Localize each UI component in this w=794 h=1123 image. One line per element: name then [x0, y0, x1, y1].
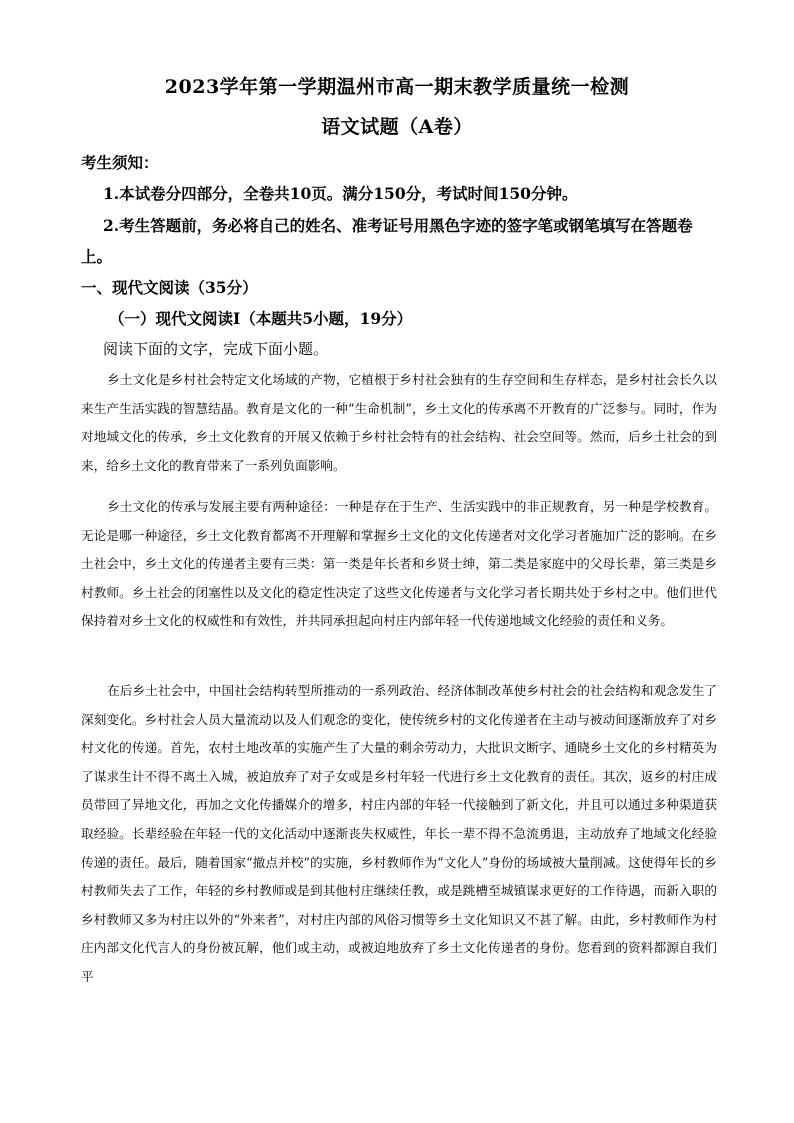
notice-heading: 考生须知：	[81, 153, 159, 172]
passage-paragraph-3: 在后乡土社会中，中国社会结构转型所推动的一系列政治、经济体制改革使乡村社会的社会结构和观念发生了深刻变化。乡村社会人员大量流动以及人们观念的变化，使传统乡村的文化传递者在主动与被动间逐渐放弃了对乡村文化的传递。首先，农村土地改革的实施产生了大量的剩余劳动力，大批识文断字、通晓乡土文化的乡村精英为了谋求生计不得不离土入城，被迫放弃了对子女或是乡村年轻一代进行乡土文化教育的责任。其次，返乡的村庄成员带回了异地文化，再加之文化传播媒介的增多，村庄内部的年轻一代接触到了新文化，并且可以通过多种渠道获取经验。长辈经验在年轻一代的文化活动中逐渐丧失权威性，年长一辈不得不急流勇退，主动放弃了地域文化经验传递的责任。最后，随着国家“撤点并校”的实施，乡村教师作为“文化人”身份的场域被大量削减。这使得年长的乡村教师失去了工作，年轻的乡村教师或是到其他村庄继续任教，或是跳槽至城镇谋求更好的工作待遇，而新入职的乡村教师又多为村庄以外的“外来者”，对村庄内部的风俗习惯等乡土文化知识又不甚了解。由此，乡村教师作为村庄内部文化代言人的身份被瓦解，他们或主动，或被迫地放弃了乡土文化传递者的身份。您看到的资料都源自我们平	[81, 683, 718, 984]
reading-instruction: 阅读下面的文字，完成下面小题。	[103, 340, 329, 358]
exam-subtitle: 语文试题（A卷）	[321, 116, 473, 138]
watermark-text: 您看到的资料都源自我们平	[81, 940, 718, 984]
notice-item-2-line-2: 上。	[81, 247, 113, 266]
exam-title: 2023学年第一学期温州市高一期末教学质量统一检测	[164, 76, 630, 98]
passage-paragraph-2: 乡土文化的传承与发展主要有两种途径：一种是存在于生产、生活实践中的非正规教育，另一种是学校教育。无论是哪一种途径，乡土文化教育都离不开理解和掌握乡土文化的文化传递者对文化学习者施加广泛的影响。在乡土社会中，乡土文化的传递者主要有三类：第一类是年长者和乡贤士绅，第二类是家庭中的父母长辈，第三类是乡村教师。乡土社会的闭塞性以及文化的稳定性决定了这些文化传递者与文化学习者长期共处于乡村之中。他们世代保持着对乡土文化的权威性和有效性，并共同承担起向村庄内部年轻一代传递地域文化经验的责任和义务。	[81, 499, 717, 629]
passage-paragraph-1: 乡土文化是乡村社会特定文化场域的产物，它植根于乡村社会独有的生存空间和生存样态，是乡村社会长久以来生产生活实践的智慧结晶。教育是文化的一种“生命机制”，乡土文化的传承离不开教育的广泛参与。同时，作为对地域文化的传承，乡土文化教育的开展又依赖于乡村社会特有的社会结构、社会空间等。然而，后乡土社会的到来，给乡土文化的教育带来了一系列负面影响。	[81, 372, 717, 473]
notice-item-2-line-1: 2.考生答题前，务必将自己的姓名、准考证号用黑色字迹的签字笔或钢笔填写在答题卷	[103, 216, 693, 235]
section-subheading: （一）现代文阅读Ⅰ（本题共5小题，19分）	[109, 309, 413, 328]
section-heading: 一、现代文阅读（35分）	[81, 278, 258, 297]
notice-item-1: 1.本试卷分四部分，全卷共10页。满分150分，考试时间150分钟。	[103, 184, 578, 203]
